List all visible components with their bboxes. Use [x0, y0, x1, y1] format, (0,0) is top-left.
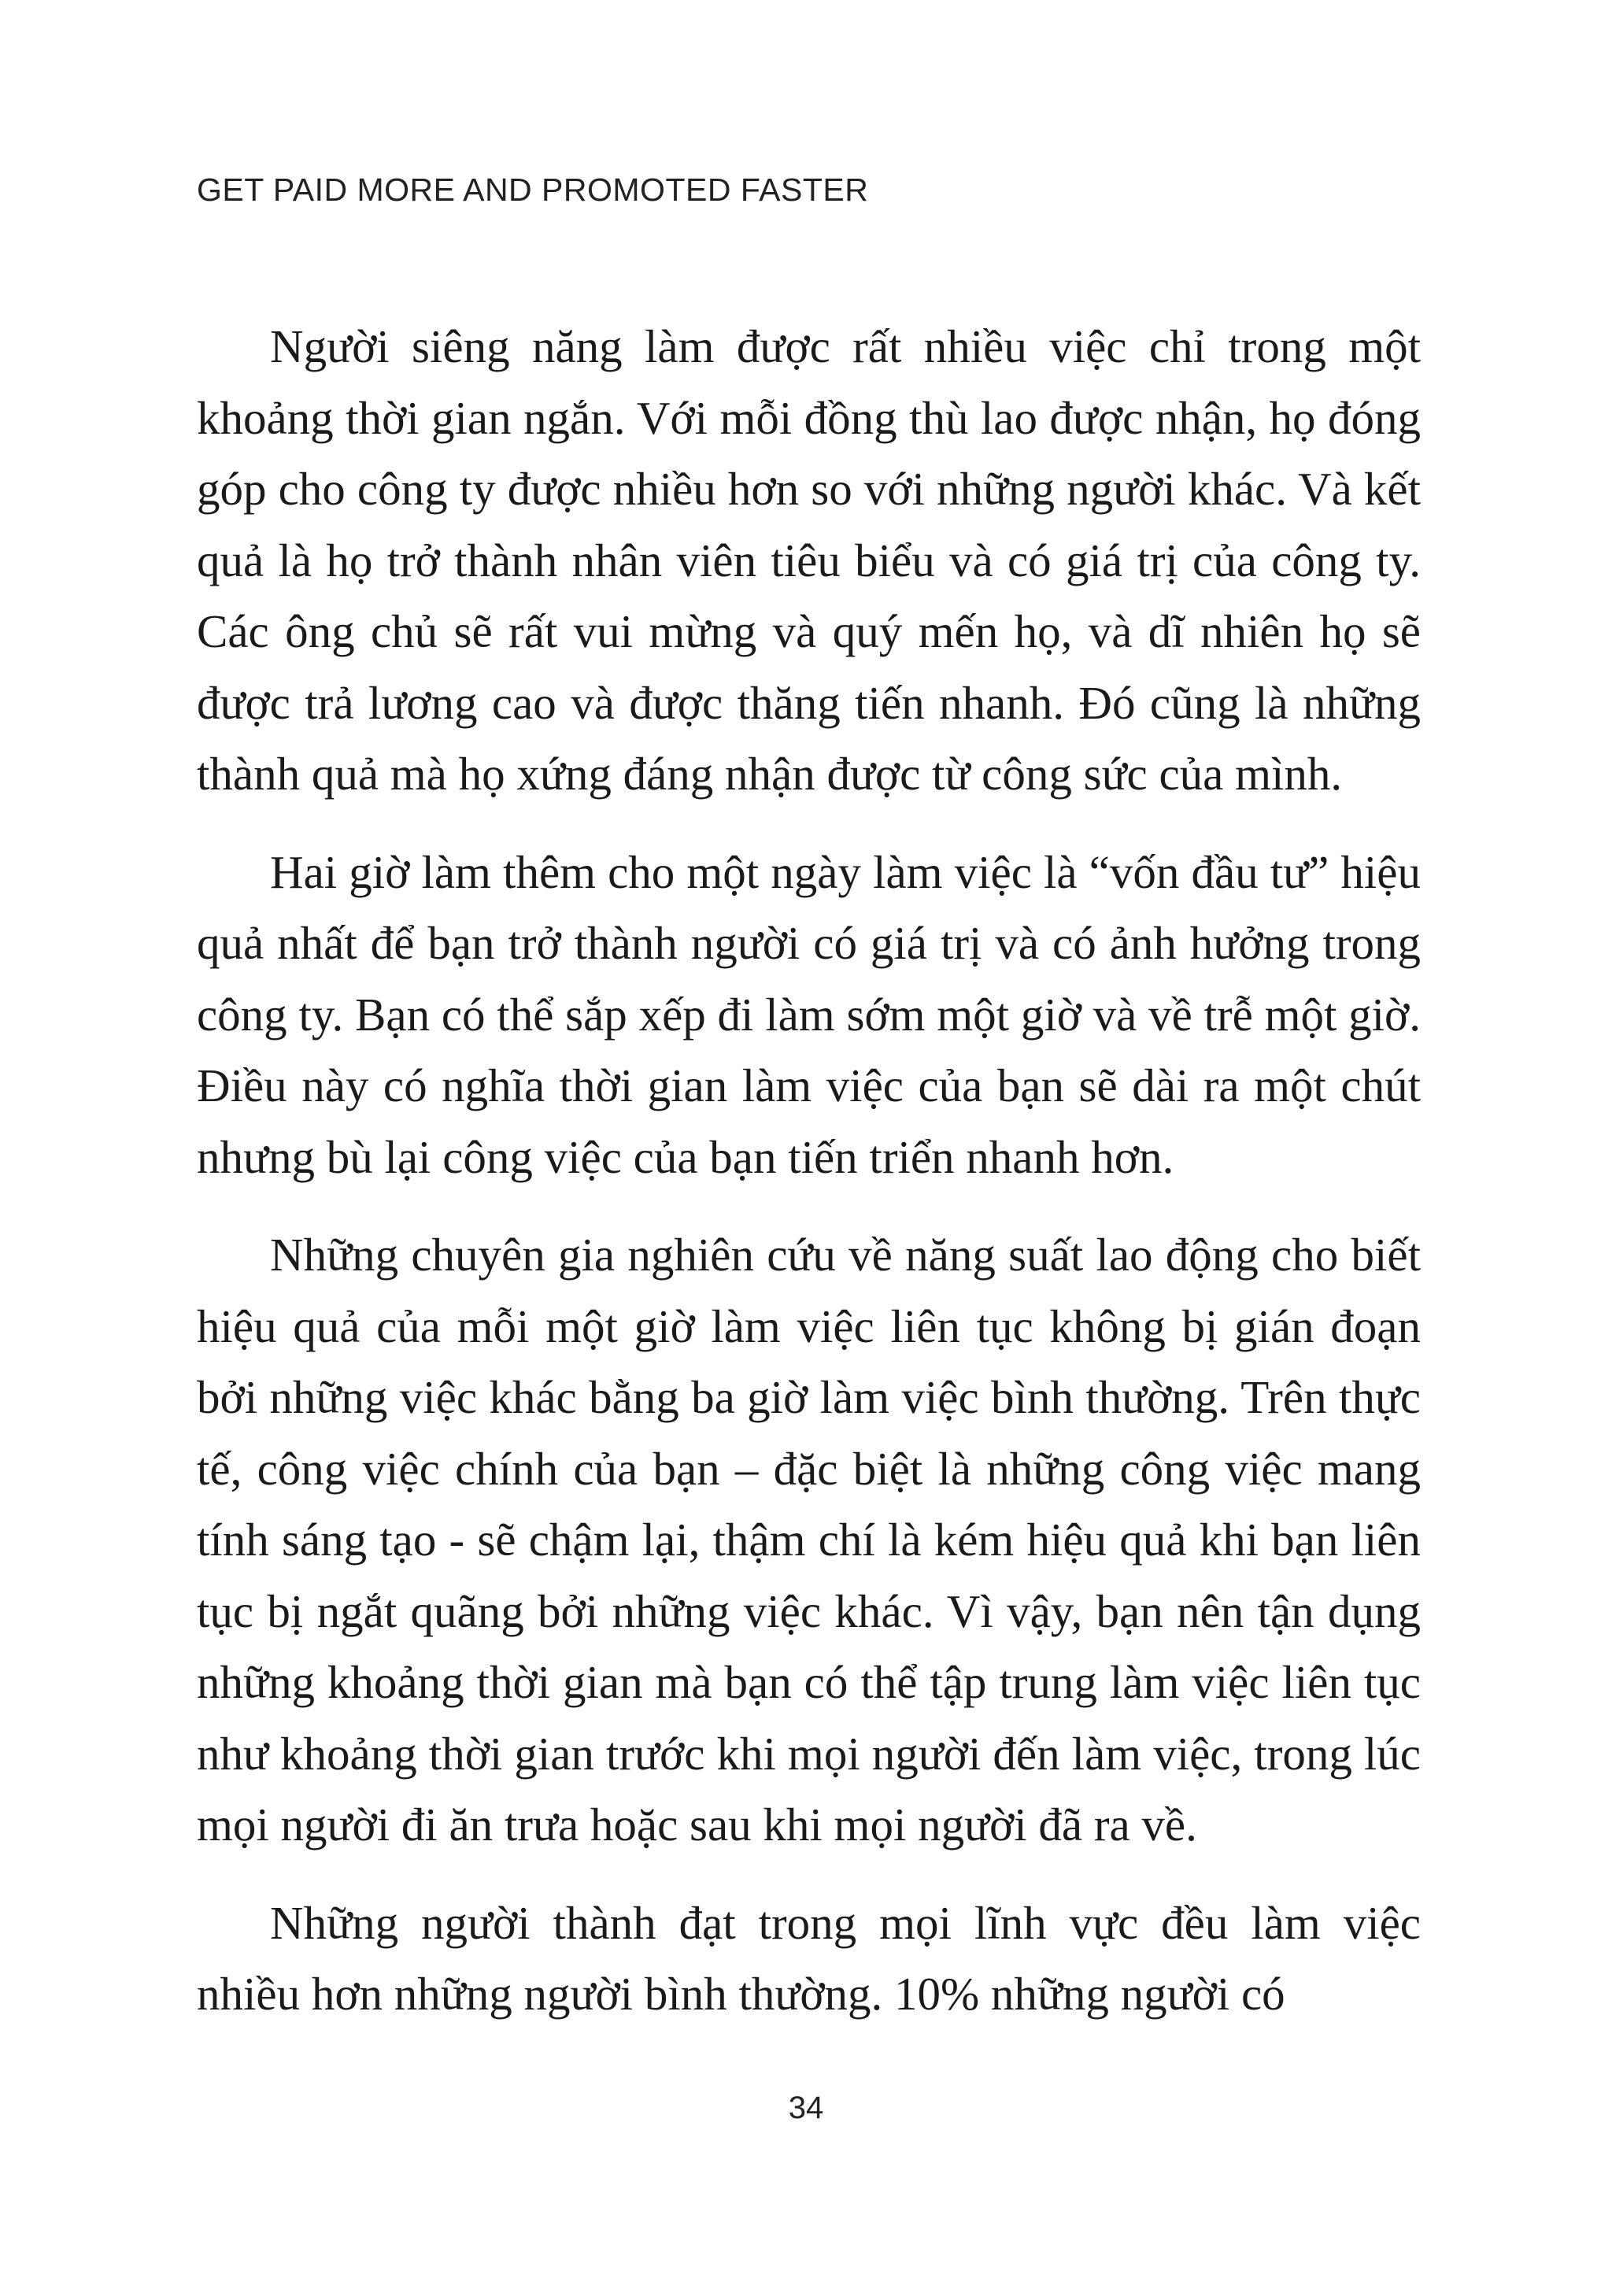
- paragraph-1: Người siêng năng làm được rất nhiều việc chỉ trong một khoảng thời gian ngắn. Với mỗi đồng thù lao được nhận, họ đóng góp cho công ty được nhiều hơn so với những người khác. Và kết quả là họ trở thành nhân viên tiêu biểu và có giá trị của công ty. Các ông chủ sẽ rất vui mừng và quý mến họ, và dĩ nhiên họ sẽ được trả lương cao và được thăng tiến nhanh. Đó cũng là những thành quả mà họ xứng đáng nhận được từ công sức của mình.: [197, 320, 1421, 800]
- running-header: GET PAID MORE AND PROMOTED FASTER: [197, 172, 869, 208]
- body-text: [197, 311, 1421, 2030]
- paragraph-3: Những chuyên gia nghiên cứu về năng suất lao động cho biết hiệu quả của mỗi một giờ làm việc liên tục không bị gián đoạn bởi những việc khác bằng ba giờ làm việc bình thường. Trên thực tế, công việc chính của bạn – đặc biệt là những công việc mang tính sáng tạo - sẽ chậm lại, thậm chí là kém hiệu quả khi bạn liên tục bị ngắt quãng bởi những việc khác. Vì vậy, bạn nên tận dụng những khoảng thời gian mà bạn có thể tập trung làm việc liên tục như khoảng thời gian trước khi mọi người đến làm việc, trong lúc mọi người đi ăn trưa hoặc sau khi mọi người đã ra về.: [197, 1229, 1421, 1850]
- paragraph-2: Hai giờ làm thêm cho một ngày làm việc là “vốn đầu tư” hiệu quả nhất để bạn trở thành người có giá trị và có ảnh hưởng trong công ty. Bạn có thể sắp xếp đi làm sớm một giờ và về trễ một giờ. Điều này có nghĩa thời gian làm việc của bạn sẽ dài ra một chút nhưng bù lại công việc của bạn tiến triển nhanh hơn.: [197, 845, 1421, 1183]
- page-number: 34: [788, 2091, 824, 2125]
- paragraph-4: Những người thành đạt trong mọi lĩnh vực đều làm việc nhiều hơn những người bình thường. 10% những người có: [197, 1896, 1421, 2020]
